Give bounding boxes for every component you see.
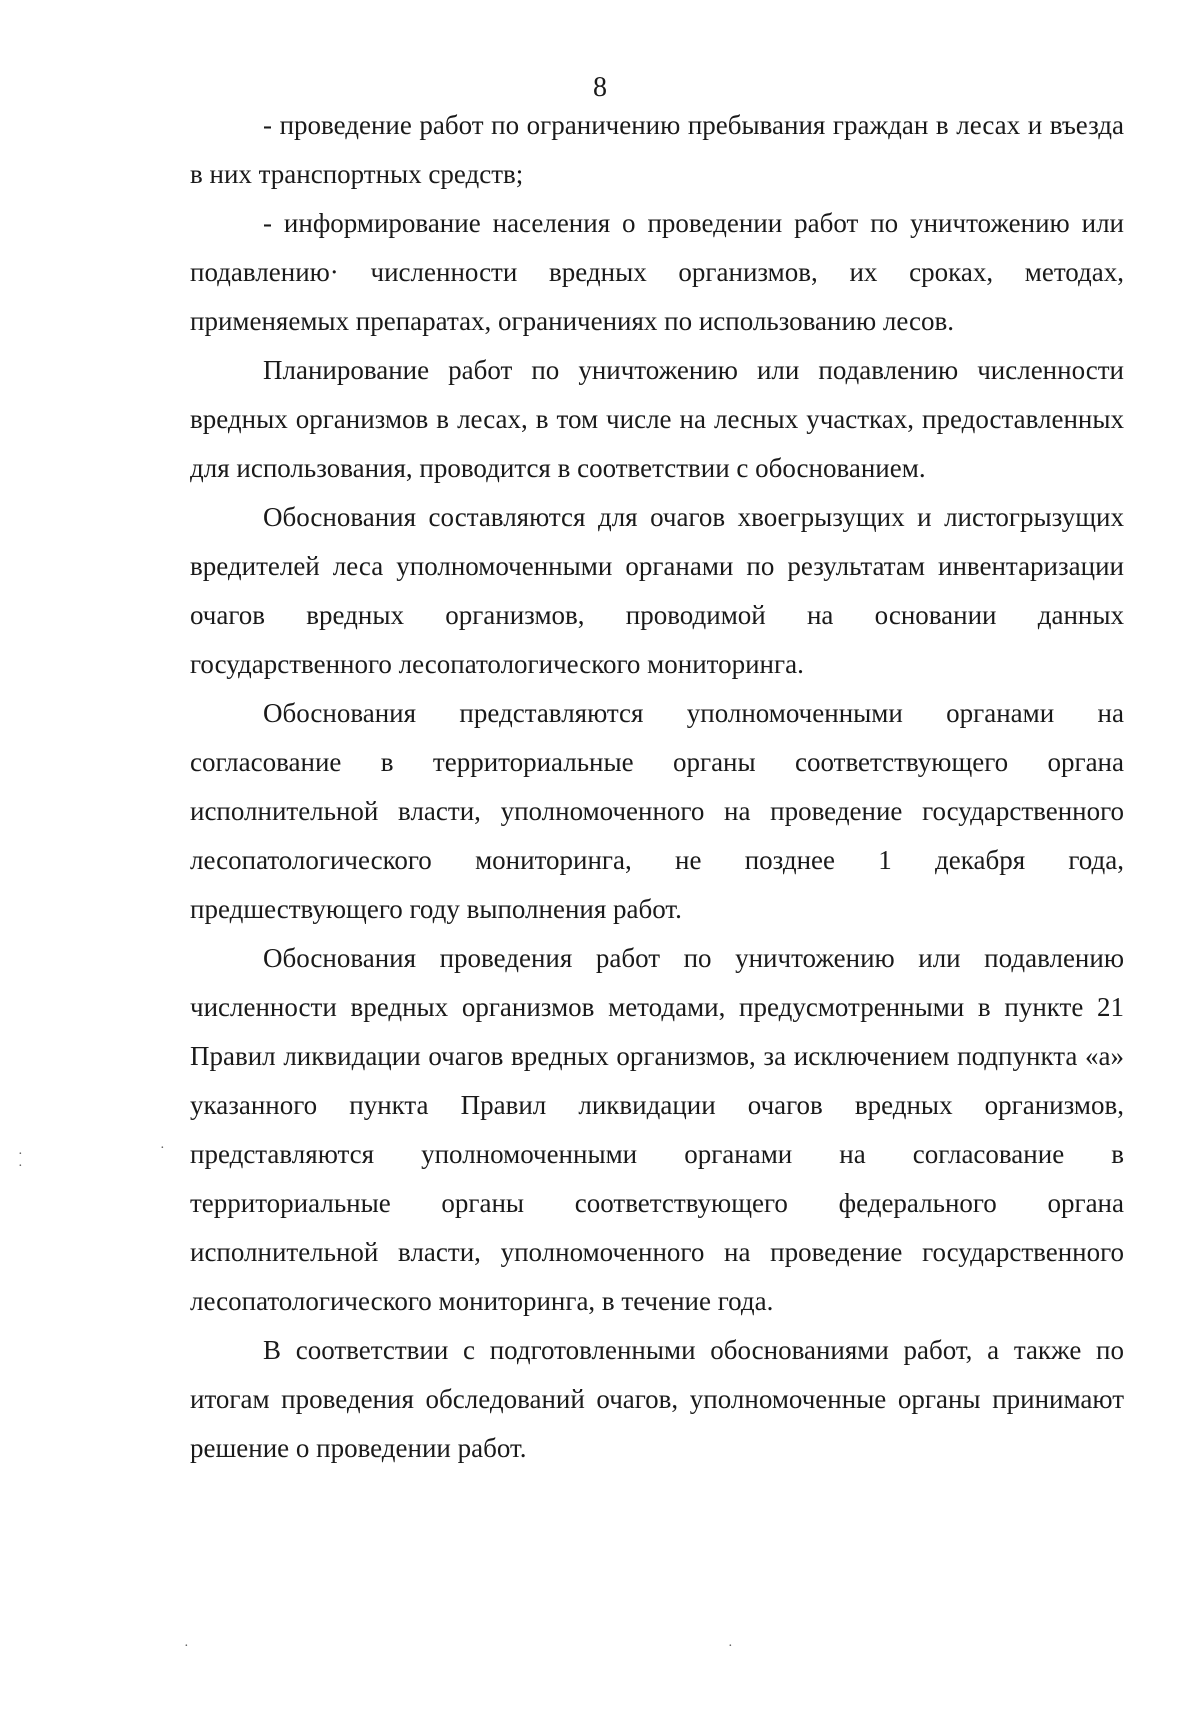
scan-speck: ·	[184, 1639, 189, 1654]
scan-speck: ·	[18, 1147, 23, 1162]
paragraph-justification-methods: Обоснования проведения работ по уничтожению или подавлению численности вредных организмов методами, предусмотренными в пункте 21 Правил ликвидации очагов вредных организмов, за исключением подпункта «а» указанного пункта Правил ликвидации очагов вредных организмов, представляются уполномоченными органами на согласование в территориальные органы соответствующего федерального органа исполнительной власти, уполномоченного на проведение государственного лесопатологического мониторинга, в течение года.	[190, 943, 1124, 1316]
paragraph-restriction-of-access: - проведение работ по ограничению пребывания граждан в лесах и въезда в них транспортных средств;	[190, 110, 1124, 189]
paragraph-justification-preparation: Обоснования составляются для очагов хвоегрызущих и листогрызущих вредителей леса уполномоченными органами по результатам инвентаризации очагов вредных организмов, проводимой на основании данных государственного лесопатологического мониторинга.	[190, 502, 1124, 679]
page-number: 8	[593, 72, 607, 103]
document-body	[190, 101, 1124, 1473]
paragraph-decision: В соответствии с подготовленными обоснованиями работ, а также по итогам проведения обследований очагов, уполномоченные органы принимают решение о проведении работ.	[190, 1335, 1124, 1463]
paragraph-planning: Планирование работ по уничтожению или подавлению численности вредных организмов в лесах, в том числе на лесных участках, предоставленных для использования, проводится в соответствии с обоснованием.	[190, 355, 1124, 483]
scan-speck: ·	[18, 1159, 23, 1174]
paragraph-public-information: - информирование населения о проведении работ по уничтожению или подавлению· численности вредных организмов, их сроках, методах, применяемых препаратах, ограничениях по использованию лесов.	[190, 208, 1124, 336]
scan-speck: ·	[160, 1141, 165, 1156]
paragraph-justification-submission: Обоснования представляются уполномоченными органами на согласование в территориальные органы соответствующего органа исполнительной власти, уполномоченного на проведение государственного лесопатологического мониторинга, не позднее 1 декабря года, предшествующего году выполнения работ.	[190, 698, 1124, 924]
scan-speck: ·	[728, 1639, 733, 1654]
